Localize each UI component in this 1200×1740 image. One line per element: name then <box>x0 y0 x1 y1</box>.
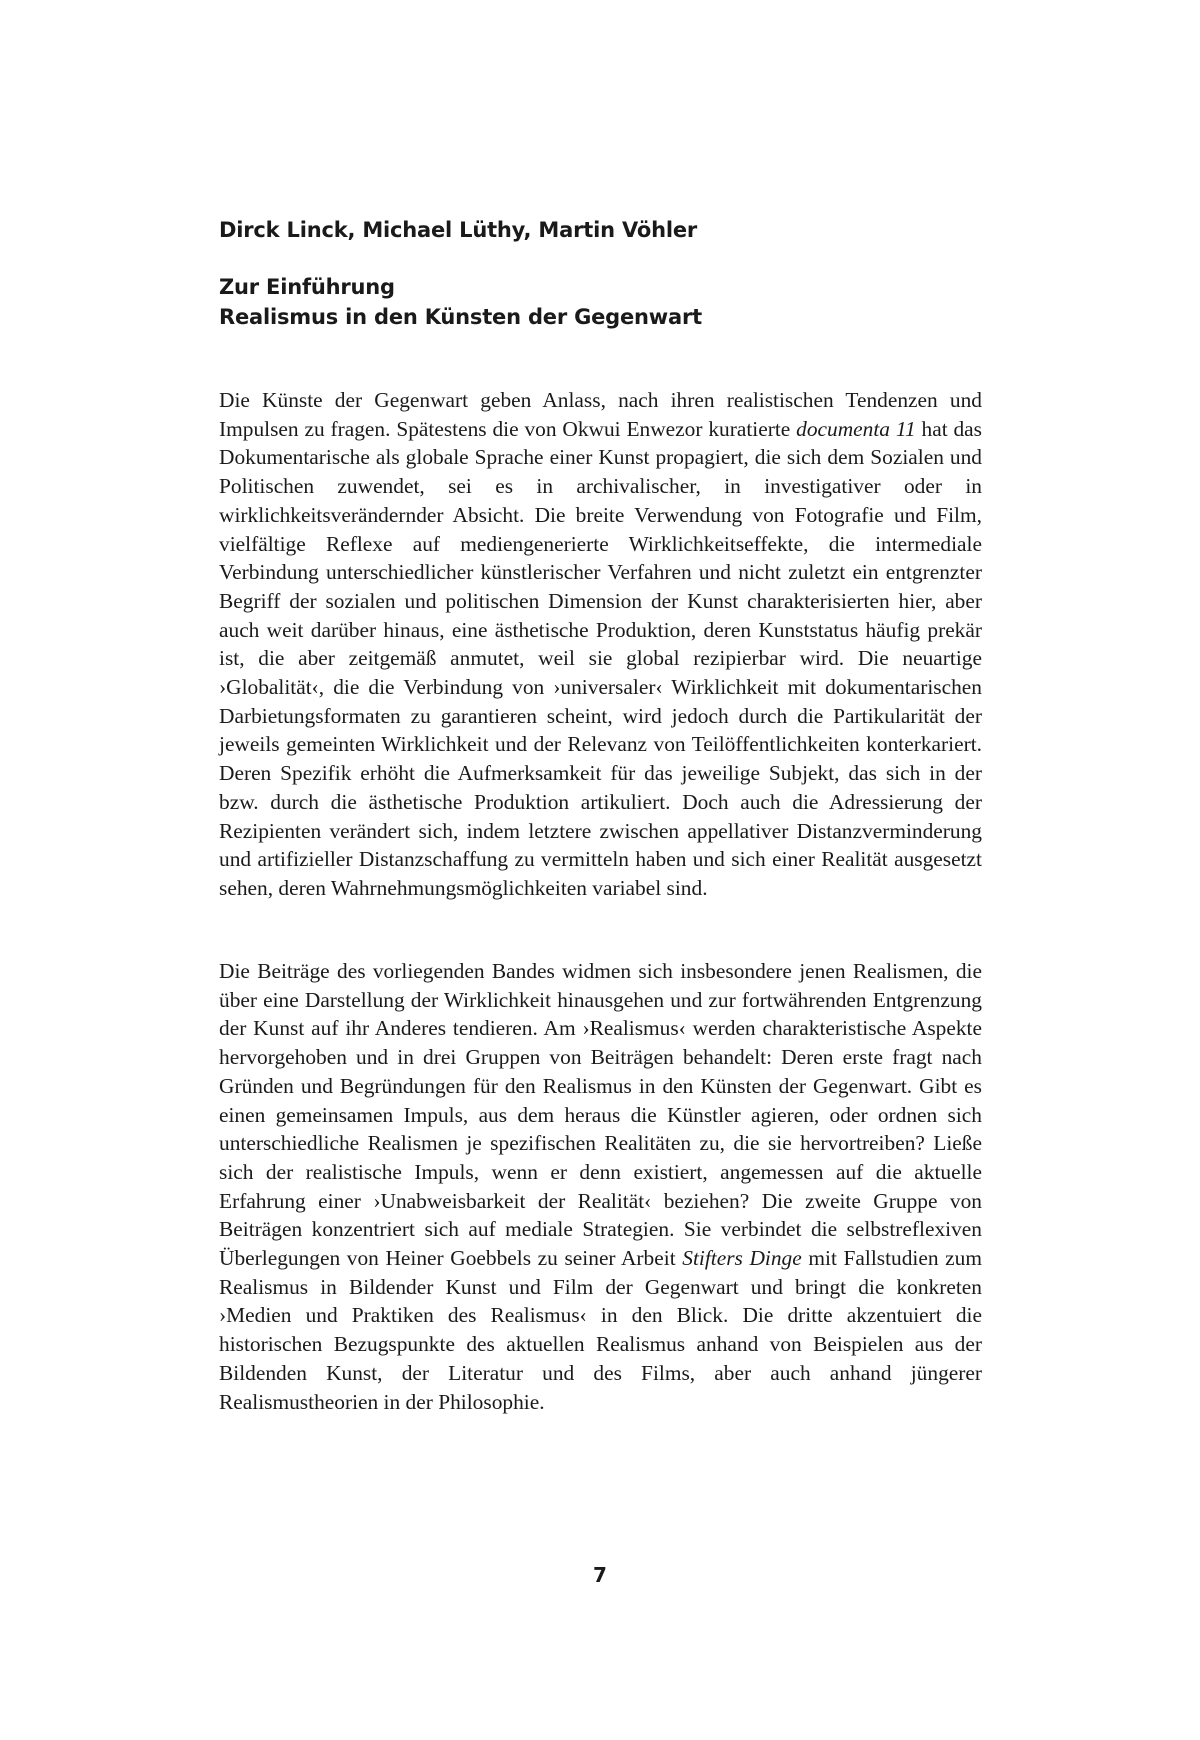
paragraph-text: Die Künste der Gegenwart geben Anlass, nach ihren realistischen Tendenzen und Impulsen zu fragen. Spätestens die von Okwui Enwezor kuratierte <box>219 388 982 441</box>
chapter-subtitle: Realismus in den Künsten der Gegenwart <box>219 305 702 329</box>
italic-title-documenta: documenta 11 <box>796 416 916 441</box>
paragraph-text: hat das Dokumentarische als globale Sprache einer Kunst propagiert, die sich dem Sozialen und Politischen zuwendet, sei es in archivalischer, in investigativer oder in wirklichkeitsverändernder Absicht. Die breite Verwendung von Fotografie und Film, vielfältige Reflexe auf mediengenerierte Wirklichkeitseffekte, die intermediale Verbindung unterschiedlicher künstlerischer Verfahren und nicht zuletzt ein entgrenzter Begriff der sozialen und politischen Dimension der Kunst charakterisierten hier, aber auch weit darüber hinaus, eine ästhetische Produktion, deren Kunststatus häufig prekär ist, die aber zeitgemäß anmutet, weil sie global rezipierbar wird. Die neuartige ›Globalität‹, die die Verbindung von ›universaler‹ Wirklichkeit mit dokumentarischen Darbietungsformaten zu garantieren scheint, wird jedoch durch die Partikularität der jeweils gemeinten Wirklichkeit und der Relevanz von Teilöffentlichkeiten konterkariert. Deren Spezifik erhöht die Aufmerksamkeit für das jeweilige Subjekt, das sich in der bzw. durch die ästhetische Produktion artikuliert. Doch auch die Adressierung der Rezipienten verändert sich, indem letztere zwischen appellativer Distanzverminderung und artifizieller Distanzschaffung zu vermitteln haben und sich einer Realität ausgesetzt sehen, deren Wahrnehmungsmöglichkeiten variabel sind. <box>219 416 983 900</box>
chapter-heading <box>219 272 979 332</box>
page-number: 7 <box>593 1563 607 1587</box>
paragraph-text: mit Fallstudien zum Realismus in Bildender Kunst und Film der Gegenwart und bringt die konkreten ›Medien und Praktiken des Realismus‹ in den Blick. Die dritte akzentuiert die historischen Bezugspunkte des aktuellen Realismus anhand von Beispielen aus der Bildenden Kunst, der Literatur und des Films, aber auch anhand jüngerer Realismustheorien in der Philosophie. <box>219 1246 983 1414</box>
author-line: Dirck Linck, Michael Lüthy, Martin Vöhler <box>219 218 698 242</box>
paragraph-text: Die Beiträge des vorliegenden Bandes widmen sich insbesondere jenen Realismen, die über eine Darstellung der Wirklichkeit hinausgehen und zur fortwährenden Entgrenzung der Kunst auf ihr Anderes tendieren. Am ›Realismus‹ werden charakteristische Aspekte hervorgehoben und in drei Gruppen von Beiträgen behandelt: Deren erste fragt nach Gründen und Begründungen für den Realismus in den Künsten der Gegenwart. Gibt es einen gemeinsamen Impuls, aus dem heraus die Künstler agieren, oder ordnen sich unterschiedliche Realismen je spezifischen Realitäten zu, die sie hervortreiben? Ließe sich der realistische Impuls, wenn er denn existiert, angemessen auf die aktuelle Erfahrung einer ›Unabweisbarkeit der Realität‹ beziehen? Die zweite Gruppe von Beiträgen konzentriert sich auf mediale Strategien. Sie verbindet die selbstreflexiven Überlegungen von Heiner Goebbels zu seiner Arbeit <box>219 959 982 1271</box>
chapter-title: Zur Einführung <box>219 275 395 299</box>
body-paragraph-1 <box>219 386 982 903</box>
italic-title-stifters-dinge: Stifters Dinge <box>682 1246 802 1271</box>
body-paragraph-2 <box>219 957 982 1416</box>
